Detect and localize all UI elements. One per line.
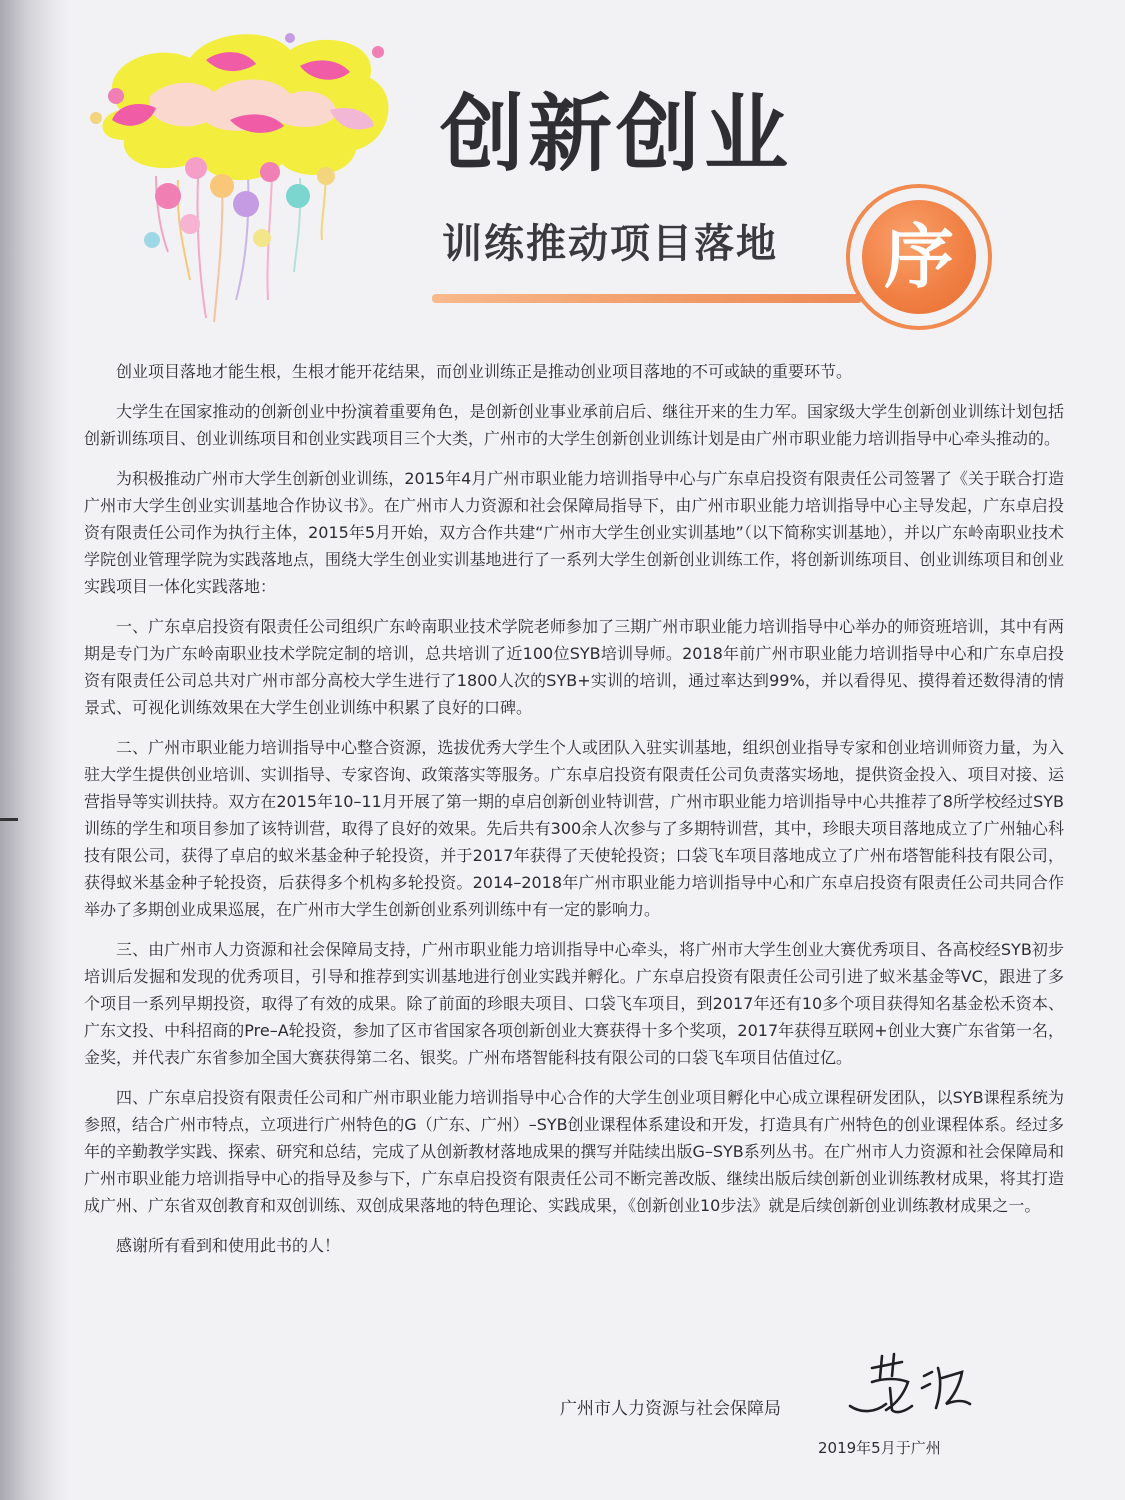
handwritten-signature [842, 1348, 982, 1428]
paragraph: 创业项目落地才能生根，生根才能开花结果，而创业训练正是推动创业项目落地的不可或缺的重要环节。 [116, 362, 853, 381]
preface-seal: 序 [862, 200, 976, 314]
page-subtitle: 训练推动项目落地 [442, 221, 778, 267]
paragraph: 三、由广州市人力资源和社会保障局支持，广州市职业能力培训指导中心牵头，将广州市大学生创业大赛优秀项目、各高校经SYB初步培训后发掘和发现的优秀项目，引导和推荐到实训基地进行创业实践并孵化。广东卓启投资有限责任公司引进了蚁米基金等VC，跟进了多个项目一系列早期投资，取得了有效的成果。除了前面的珍眼夫项目、口袋飞车项目，到2017年还有10多个项目获得知名基金松禾资本、广东文投、中科招商的Pre–A轮投资，参加了区市省国家各项创新创业大赛获得十多个奖项，2017年获得互联网+创业大赛广东省第一名，金奖，并代表广东省参加全国大赛获得第二名、银奖。广州布塔智能科技有限公司的口袋飞车项目估值过亿。 [84, 940, 1064, 1067]
signing-organization: 广州市人力资源与社会保障局 [560, 1399, 781, 1419]
edge-mark [0, 818, 18, 821]
balloon-tree-illustration [0, 0, 440, 340]
paragraph: 大学生在国家推动的创新创业中扮演着重要角色，是创新创业事业承前启后、继往开来的生力军。国家级大学生创新创业训练计划包括创新训练项目、创业训练项目和创业实践项目三个大类，广州市的大学生创新创业训练计划是由广州市职业能力培训指导中心牵头推动的。 [84, 402, 1064, 448]
page-title: 创新创业 [440, 85, 793, 183]
signing-date: 2019年5月于广州 [818, 1439, 941, 1457]
paragraph: 一、广东卓启投资有限责任公司组织广东岭南职业技术学院老师参加了三期广州市职业能力培训指导中心举办的师资班培训，其中有两期是专门为广东岭南职业技术学院定制的培训，总共培训了近100位SYB培训导师。2018年前广州市职业能力培训指导中心和广东卓启投资有限责任公司总共对广州市部分高校大学生进行了1800人次的SYB+实训的培训，通过率达到99%，并以看得见、摸得着还数得清的情景式、可视化训练效果在大学生创业训练中积累了良好的口碑。 [84, 617, 1064, 717]
paragraph: 为积极推动广州市大学生创新创业训练，2015年4月广州市职业能力培训指导中心与广东卓启投资有限责任公司签署了《关于联合打造广州市大学生创业实训基地合作协议书》。在广州市人力资源和社会保障局指导下，由广州市职业能力培训指导中心主导发起，广东卓启投资有限责任公司作为执行主体，2015年5月开始，双方合作共建“广州市大学生创业实训基地”（以下简称实训基地），并以广东岭南职业技术学院创业管理学院为实践落地点，围绕大学生创业实训基地进行了一系列大学生创新创业训练工作，将创新训练项目、创业训练项目和创业实践项目一体化实践落地： [84, 469, 1064, 596]
paragraph: 四、广东卓启投资有限责任公司和广州市职业能力培训指导中心合作的大学生创业项目孵化中心成立课程研发团队，以SYB课程系统为参照，结合广州市特点，立项进行广州特色的G（广东、广州）–SYB创业课程体系建设和开发，打造具有广州特色的创业课程体系。经过多年的辛勤教学实践、探索、研究和总结，完成了从创新教材落地成果的撰写并陆续出版G–SYB系列丛书。在广州市人力资源和社会保障局和广州市职业能力培训指导中心的指导及参与下，广东卓启投资有限责任公司不断完善改版、继续出版后续创新创业训练教材成果，将其打造成广州、广东省双创教育和双创训练、双创成果落地的特色理论、实践成果，《创新创业10步法》就是后续创新创业训练教材成果之一。 [84, 1088, 1064, 1215]
paragraph: 感谢所有看到和使用此书的人！ [116, 1236, 341, 1255]
preface-body [84, 358, 1064, 1272]
paragraph: 二、广州市职业能力培训指导中心整合资源，选拔优秀大学生个人或团队入驻实训基地，组织创业指导专家和创业培训师资力量，为入驻大学生提供创业培训、实训指导、专家咨询、政策落实等服务。广东卓启投资有限责任公司负责落实场地，提供资金投入、项目对接、运营指导等实训扶持。双方在2015年10–11月开展了第一期的卓启创新创业特训营，广州市职业能力培训指导中心共推荐了8所学校经过SYB训练的学生和项目参加了该特训营，取得了良好的效果。先后共有300余人次参与了多期特训营，其中，珍眼夫项目落地成立了广州轴心科技有限公司，获得了卓启的蚁米基金种子轮投资，并于2017年获得了天使轮投资；口袋飞车项目落地成立了广州布塔智能科技有限公司，获得蚁米基金种子轮投资，后获得多个机构多轮投资。2014–2018年广州市职业能力培训指导中心和广东卓启投资有限责任公司共同合作举办了多期创业成果巡展，在广州市大学生创新创业系列训练中有一定的影响力。 [84, 738, 1064, 919]
title-underline [432, 294, 862, 303]
